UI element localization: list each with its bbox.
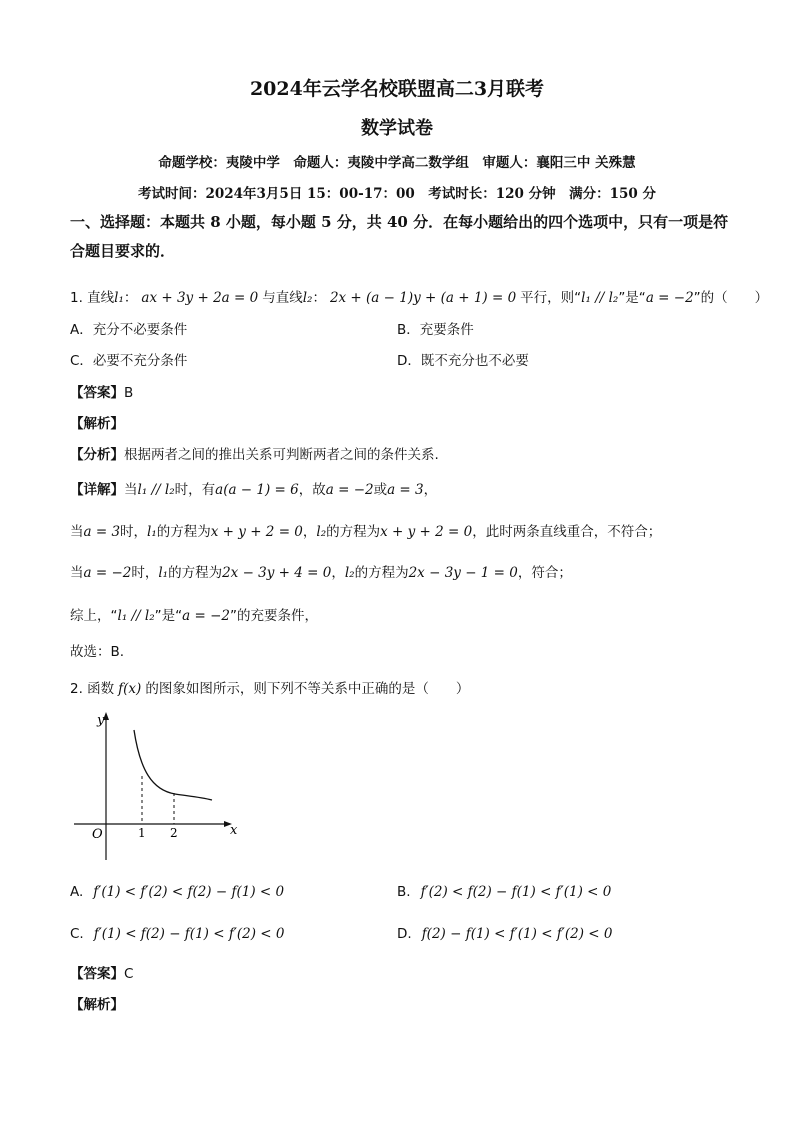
q1-eq2: 2x + (a − 1)y + (a + 1) = 0	[329, 290, 517, 306]
q2-option-d[interactable]	[397, 926, 612, 942]
t: ”的充要条件，	[229, 608, 318, 624]
origin-label: O	[92, 827, 103, 842]
answer-value: C	[124, 966, 134, 982]
t: 或	[373, 482, 388, 498]
answer-tag: 【答案】	[70, 966, 124, 982]
q1-cond2: a = −2	[645, 290, 694, 306]
t: ，此时两条直线重合，不符合；	[472, 524, 662, 540]
y-label: y	[97, 713, 105, 728]
opt-math: f′(1) < f′(2) < f(2) − f(1) < 0	[93, 884, 285, 900]
opt-label: C.	[70, 926, 84, 942]
analysis-tag: 【解析】	[70, 997, 124, 1013]
t: 当	[70, 524, 84, 540]
fenxi-tag: 【分析】	[70, 447, 124, 463]
m: a = −2	[83, 565, 132, 581]
opt-label: D.	[397, 926, 412, 942]
q1-l2: l₂	[302, 290, 313, 306]
t: 的方程为	[168, 565, 223, 581]
t: 的方程为	[354, 565, 409, 581]
q1-option-c[interactable]: C．必要不充分条件	[70, 353, 188, 369]
t: 时，有	[174, 482, 216, 498]
m: a = −2	[325, 482, 374, 498]
m: l₁ // l₂	[137, 482, 175, 498]
t: 当	[70, 565, 84, 581]
tick-1-label: 1	[138, 826, 146, 840]
q2-suffix: 的图象如图所示，则下列不等关系中正确的是（ ）	[145, 681, 470, 697]
q1-option-a[interactable]: A．充分不必要条件	[70, 322, 188, 338]
q1-colon2: ：	[312, 290, 326, 306]
q2-prefix: 2. 函数	[70, 681, 115, 697]
m: l₁	[158, 565, 169, 581]
q2-option-b[interactable]	[397, 884, 611, 900]
q2-option-c[interactable]	[70, 926, 285, 942]
q1-eq1: ax + 3y + 2a = 0	[141, 290, 259, 306]
q2-stem	[70, 677, 469, 697]
q1-option-d[interactable]: D．既不充分也不必要	[397, 353, 529, 369]
page-title: 2024年云学名校联盟高二3月联考	[249, 78, 545, 100]
t: ，	[302, 524, 317, 540]
analysis-tag: 【解析】	[70, 416, 124, 432]
q1-prefix: 1. 直线	[70, 290, 115, 306]
t: ，符合；	[517, 565, 572, 581]
q1-suffix: ”的（ ）	[693, 290, 769, 306]
m: a = 3	[387, 482, 424, 498]
t: 时，	[120, 524, 148, 540]
q1-stem	[70, 286, 768, 306]
q1-l1: l₁	[114, 290, 124, 306]
opt-math: f(2) − f(1) < f′(1) < f′(2) < 0	[421, 926, 613, 942]
answer-tag: 【答案】	[70, 385, 124, 401]
m: a(a − 1) = 6	[215, 482, 299, 498]
q1-detail-line1	[70, 478, 437, 498]
q1-analysis-tag	[70, 412, 124, 432]
t: 时，	[131, 565, 159, 581]
t: 的方程为	[326, 524, 381, 540]
q1-detail-line3	[70, 561, 572, 581]
q2-function-graph	[70, 710, 240, 865]
fenxi-text: 根据两者之间的推出关系可判断两者之间的条件关系.	[124, 447, 439, 463]
exam-authors: 命题学校：夷陵中学 命题人：夷陵中学高二数学组 审题人：襄阳三中 关殊慧	[158, 155, 636, 171]
m: l₁ // l₂	[117, 608, 155, 624]
m: a = 3	[83, 524, 121, 540]
t: 综上，“	[70, 608, 118, 624]
t: ，	[331, 565, 345, 581]
q1-with-line: 与直线	[262, 290, 303, 306]
m: 2x − 3y + 4 = 0	[222, 565, 332, 581]
m: a = −2	[182, 608, 230, 624]
q1-colon: ：	[123, 290, 138, 306]
t: ，	[423, 482, 438, 498]
m: 2x − 3y − 1 = 0	[408, 565, 518, 581]
x-label: x	[230, 823, 238, 838]
t: ，故	[298, 482, 326, 498]
opt-math: f′(2) < f(2) − f(1) < f′(1) < 0	[420, 884, 612, 900]
m: x + y + 2 = 0	[210, 524, 303, 540]
q2-answer	[70, 962, 133, 982]
tick-2-label: 2	[170, 826, 178, 840]
function-curve	[134, 730, 212, 800]
m: l₂	[316, 524, 327, 540]
opt-label: B.	[397, 884, 411, 900]
opt-math: f′(1) < f(2) − f(1) < f′(2) < 0	[93, 926, 285, 942]
xiangjie-tag: 【详解】	[70, 482, 124, 498]
q2-analysis-tag	[70, 993, 124, 1013]
section-heading: 一、选择题：本题共 8 小题，每小题 5 分，共 40 分．在每小题给出的四个选项中，只有一项是符合题目要求的．	[70, 213, 729, 260]
exam-time-info: 考试时间：2024年3月5日 15：00-17：00 考试时长：120 分钟 满分：150 分	[137, 186, 657, 202]
q1-cond: l₁ // l₂	[581, 290, 619, 306]
t: ”是“	[154, 608, 183, 624]
q1-parallel: 平行，则“	[520, 290, 582, 306]
q1-choice: 故选：B.	[70, 644, 125, 660]
t: 的方程为	[156, 524, 211, 540]
m: x + y + 2 = 0	[380, 524, 473, 540]
q1-detail-line2	[70, 520, 661, 540]
m: l₂	[344, 565, 355, 581]
q1-answer	[70, 381, 133, 401]
q2-fx: f(x)	[118, 681, 142, 697]
q2-option-a[interactable]	[70, 884, 284, 900]
q1-fenxi	[70, 443, 439, 463]
q1-option-b[interactable]: B．充要条件	[397, 322, 474, 338]
answer-value: B	[124, 385, 134, 401]
q1-detail-line4	[70, 604, 318, 624]
q1-is: ”是“	[618, 290, 646, 306]
opt-label: A.	[70, 884, 84, 900]
page-subtitle: 数学试卷	[361, 118, 433, 139]
m: l₁	[147, 524, 157, 540]
t: 当	[124, 482, 138, 498]
